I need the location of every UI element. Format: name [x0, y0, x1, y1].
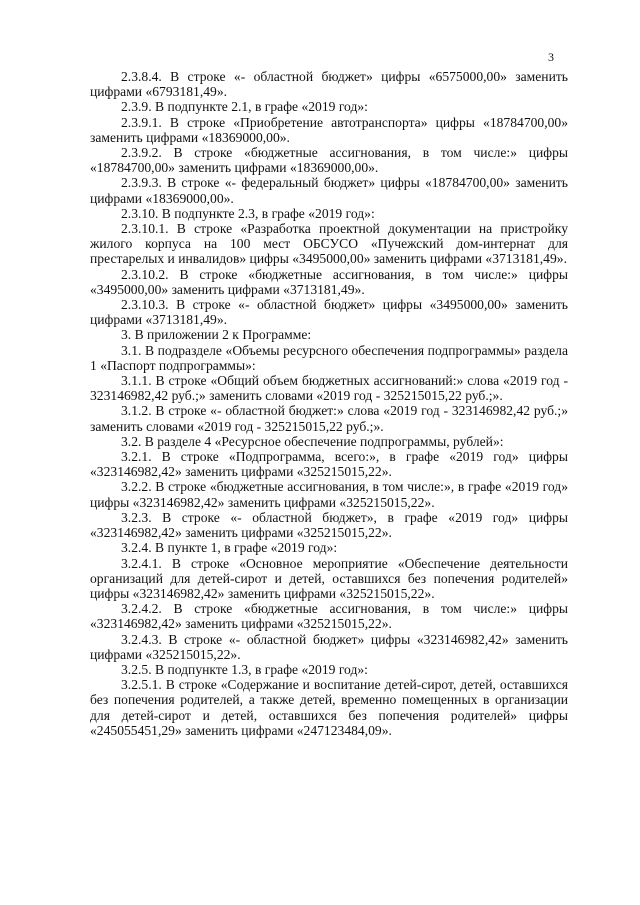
paragraph: 2.3.8.4. В строке «- областной бюджет» цифры «6575000,00» заменить цифрами «6793181,49».	[90, 69, 568, 100]
paragraph: 3.2.5.1. В строке «Содержание и воспитание детей-сирот, детей, оставшихся без попечения родителей, а также детей, временно помещенных в организации для детей-сирот и детей, оставшихся без попечения родителей» цифры «245055451,29» заменить цифрами «247123484,09».	[90, 677, 568, 738]
paragraph: 2.3.10.3. В строке «- областной бюджет» цифры «3495000,00» заменить цифрами «3713181,49».	[90, 297, 568, 328]
paragraph: 3.1.2. В строке «- областной бюджет:» слова «2019 год - 323146982,42 руб.;» заменить словами «2019 год - 325215015,22 руб.;».	[90, 403, 568, 434]
paragraph: 3.2.4.2. В строке «бюджетные ассигнования, в том числе:» цифры «323146982,42» заменить цифрами «325215015,22».	[90, 601, 568, 632]
paragraph: 2.3.10. В подпункте 2.3, в графе «2019 год»:	[121, 205, 375, 221]
paragraph: 3.2.4.1. В строке «Основное мероприятие «Обеспечение деятельности организаций для детей-сирот и детей, оставшихся без попечения родителей» цифры «323146982,42» заменить цифрами «325215015,22».	[90, 555, 568, 601]
paragraph: 3.2.3. В строке «- областной бюджет», в графе «2019 год» цифры «323146982,42» заменить цифрами «325215015,22».	[90, 509, 568, 541]
page-number: 3	[548, 50, 554, 64]
paragraph: 3.2.5. В подпункте 1.3, в графе «2019 год»:	[121, 661, 368, 677]
paragraph: 3.2.2. В строке «бюджетные ассигнования, в том числе:», в графе «2019 год» цифры «323146982,42» заменить цифрами «325215015,22».	[90, 479, 568, 510]
paragraph: 3.2.1. В строке «Подпрограмма, всего:», в графе «2019 год» цифры «323146982,42» заменить цифрами «325215015,22».	[90, 449, 568, 480]
paragraph: 2.3.9.3. В строке «- федеральный бюджет» цифры «18784700,00» заменить цифрами «18369000,00».	[90, 175, 568, 206]
paragraph: 2.3.9.2. В строке «бюджетные ассигнования, в том числе:» цифры «18784700,00» заменить цифрами «18369000,00».	[90, 145, 568, 176]
document-body	[90, 69, 568, 738]
paragraph: 2.3.9. В подпункте 2.1, в графе «2019 год»:	[121, 99, 368, 115]
paragraph: 3.2.4. В пункте 1, в графе «2019 год»:	[121, 540, 338, 556]
paragraph: 2.3.10.1. В строке «Разработка проектной документации на пристройку жилого корпуса на 100 мест ОБСУСО «Пучежский дом-интернат для престарелых и инвалидов» цифры «3495000,00» заменить цифрами «3713181,49».	[90, 221, 568, 267]
paragraph: 2.3.9.1. В строке «Приобретение автотранспорта» цифры «18784700,00» заменить цифрами «18369000,00».	[90, 114, 568, 145]
paragraph: 3.2.4.3. В строке «- областной бюджет» цифры «323146982,42» заменить цифрами «325215015,22».	[90, 631, 568, 662]
paragraph: 3.1.1. В строке «Общий объем бюджетных ассигнований:» слова «2019 год - 323146982,42 руб.;» заменить словами «2019 год - 325215015,22 руб.;».	[90, 373, 568, 404]
paragraph: 3.1. В подразделе «Объемы ресурсного обеспечения подпрограммы» раздела 1 «Паспорт подпрограммы»:	[90, 342, 568, 373]
paragraph: 3. В приложении 2 к Программе:	[121, 327, 312, 343]
paragraph: 3.2. В разделе 4 «Ресурсное обеспечение подпрограммы, рублей»:	[121, 433, 504, 449]
paragraph: 2.3.10.2. В строке «бюджетные ассигнования, в том числе:» цифры «3495000,00» заменить цифрами «3713181,49».	[90, 266, 568, 297]
